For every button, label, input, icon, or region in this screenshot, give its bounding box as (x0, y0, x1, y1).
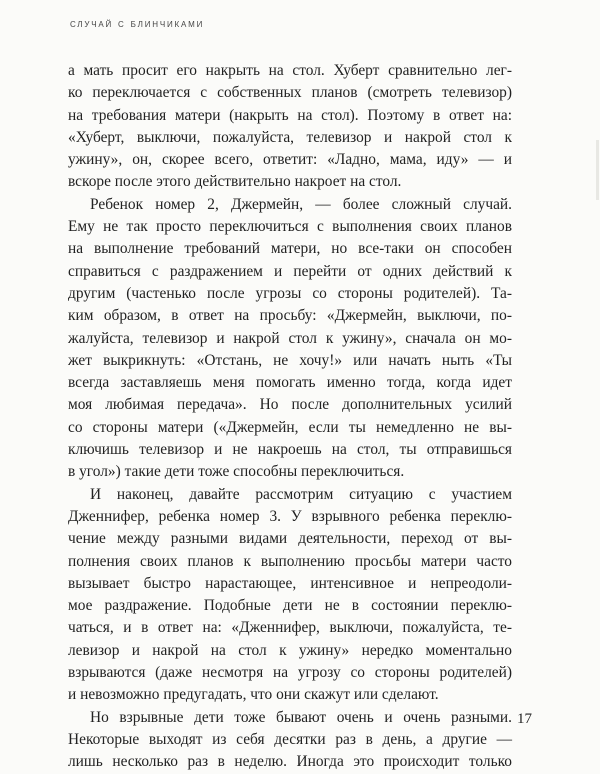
text-line: мое раздражение. Подобные дети не в состоянии переклю- (68, 597, 512, 615)
text-line: ключишь телевизор и не накроешь на стол, ты отправишься (68, 441, 512, 459)
text-line: чение между разными видами деятельности, переход от вы- (68, 530, 512, 548)
text-line: лишь несколько раз в неделю. Иногда это происходит только (68, 753, 512, 771)
text-line: Дженнифер, ребенка номер 3. У взрывного ребенка переклю- (68, 507, 512, 525)
text-line: жалуйста, телевизор и накрой стол к ужину», сначала он мо- (68, 329, 512, 347)
text-line: «Хуберт, выключи, пожалуйста, телевизор и накрой стол к (68, 128, 512, 146)
page-edge-shadow (596, 140, 599, 200)
text-line: другим (частенько после угрозы со стороны родителей). Та- (68, 284, 512, 302)
text-line: чаться, и в ответ на: «Дженнифер, выключи, пожалуйста, те- (68, 619, 512, 637)
text-line: на требования матери (накрыть на стол). Поэтому в ответ на: (68, 106, 512, 124)
text-line: ко переключается с собственных планов (смотреть телевизор) (68, 84, 512, 102)
text-line: Но взрывные дети тоже бывают очень и очень разными. (90, 708, 512, 726)
text-line: на выполнение требований матери, но все-таки он способен (68, 240, 512, 258)
text-line: в угол») такие дети тоже способны переключиться. (68, 463, 405, 481)
text-line: справиться с раздражением и перейти от одних действий к (68, 262, 512, 280)
body-text (68, 60, 512, 774)
text-line: полнения своих планов к выполнению просьбы матери часто (68, 552, 512, 570)
text-line: со стороны матери («Джермейн, если ты немедленно не вы- (68, 418, 512, 436)
text-line: ужину», он, скорее всего, ответит: «Ладно, мама, иду» — и (68, 151, 512, 169)
page-number: 17 (517, 711, 532, 727)
text-line: вызывает быстро нарастающее, интенсивное и непреодоли- (68, 574, 512, 592)
text-line: Ему не так просто переключиться с выполнения своих планов (68, 218, 512, 236)
text-line: Ребенок номер 2, Джермейн, — более сложный случай. (90, 195, 512, 213)
text-line: вскоре после этого действительно накроет на стол. (68, 173, 402, 191)
running-title: случай с блинчиками (70, 18, 205, 30)
text-line: всегда заставляешь меня помогать именно тогда, когда идет (68, 374, 512, 392)
text-line: моя любимая передача». Но после дополнительных усилий (68, 396, 512, 414)
text-line: а мать просит его накрыть на стол. Хуберт сравнительно лег- (68, 62, 512, 79)
text-line: жет выкрикнуть: «Отстань, не хочу!» или начать ныть «Ты (68, 351, 512, 369)
text-line: ким образом, в ответ на просьбу: «Джермейн, выключи, по- (68, 307, 512, 325)
text-line: Некоторые выходят из себя десятки раз в день, а другие — (68, 730, 512, 748)
text-line: и невозможно предугадать, что они скажут или сделают. (68, 686, 439, 704)
text-line: левизор и накрой на стол к ужину» нередко моментально (68, 641, 512, 659)
text-line: взрываются (даже несмотря на угрозу со стороны родителей) (68, 664, 512, 682)
text-line: И наконец, давайте рассмотрим ситуацию с участием (90, 485, 512, 503)
